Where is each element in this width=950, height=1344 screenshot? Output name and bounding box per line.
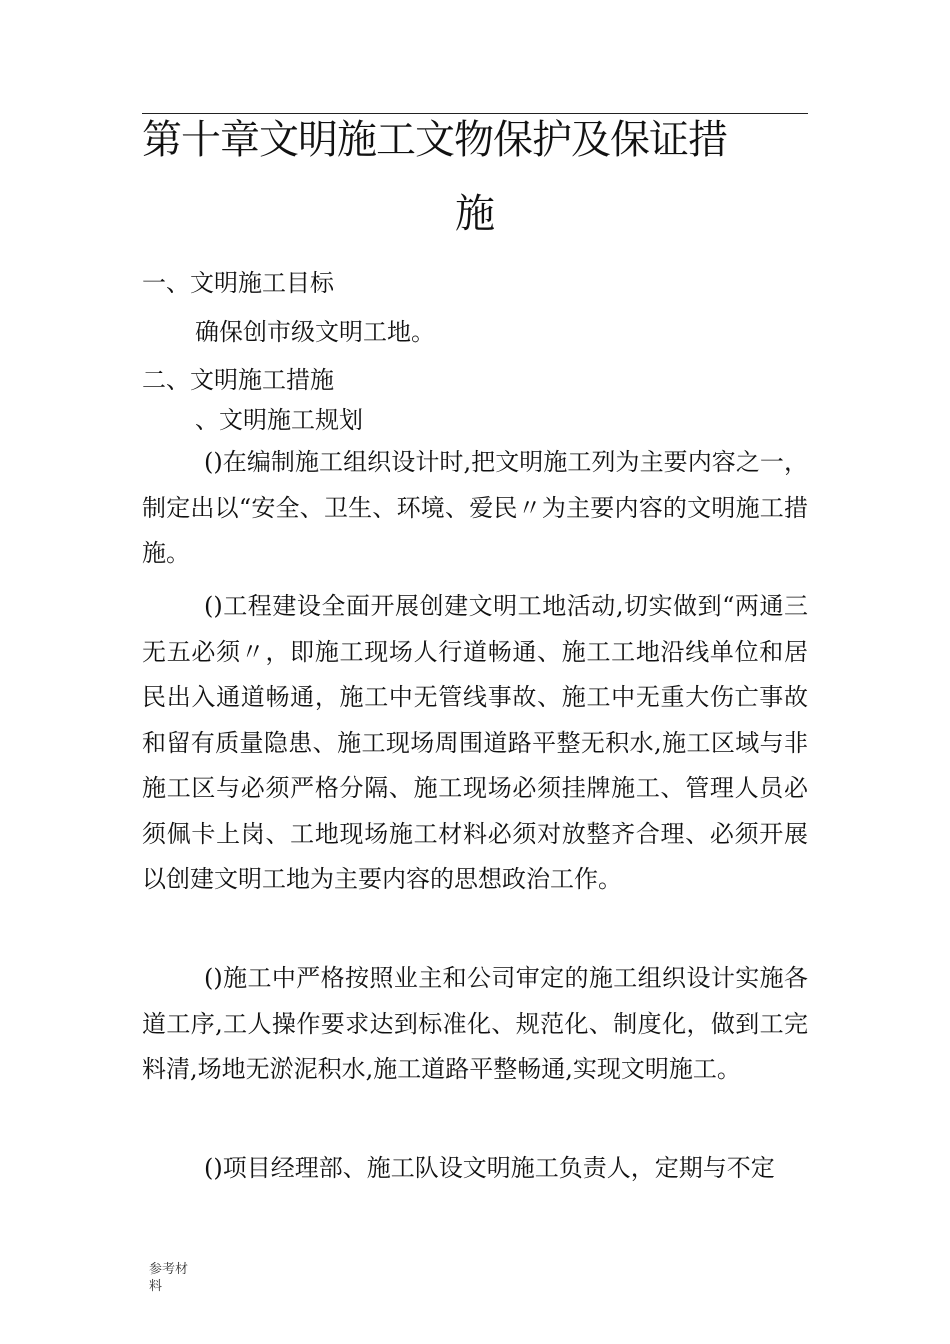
section-2-subheading: 、文明施工规划	[195, 406, 363, 434]
chapter-title: 第十章文明施工文物保护及保证措	[142, 117, 727, 163]
paragraph-1	[142, 440, 808, 577]
section-1-heading: 一、文明施工目标	[142, 269, 334, 297]
paragraph-2-text: ()工程建设全面开展创建文明工地活动,切实做到“两通三无五必须〃，即施工现场人行道畅通、施工工地沿线单位和居民出入通道畅通，施工中无管线事故、施工中无重大伤亡事故和留有质量隐患、施工现场周围道路平整无积水,施工区域与非施工区与必须严格分隔、施工现场必须挂牌施工、管理人员必须佩卡上岗、工地现场施工材料必须对放整齐合理、必须开展以创建文明工地为主要内容的思想政治工作。	[142, 592, 808, 893]
chapter-title-continuation: 施	[455, 191, 495, 237]
paragraph-2	[142, 584, 808, 903]
section-1-text: 确保创市级文明工地。	[195, 318, 435, 346]
paragraph-4	[142, 1146, 808, 1192]
section-2-heading: 二、文明施工措施	[142, 366, 334, 394]
paragraph-1-text: ()在编制施工组织设计时,把文明施工列为主要内容之一，制定出以“安全、卫生、环境、爱民〃为主要内容的文明施工措施。	[142, 448, 808, 567]
footer-note: 参考材料	[149, 1262, 189, 1294]
header-rule	[142, 113, 808, 114]
paragraph-3-text: ()施工中严格按照业主和公司审定的施工组织设计实施各道工序,工人操作要求达到标准化、规范化、制度化，做到工完料清,场地无淤泥积水,施工道路平整畅通,实现文明施工。	[142, 964, 808, 1083]
paragraph-3	[142, 956, 808, 1093]
paragraph-4-text: ()项目经理部、施工队设文明施工负责人，定期与不定	[204, 1154, 775, 1182]
